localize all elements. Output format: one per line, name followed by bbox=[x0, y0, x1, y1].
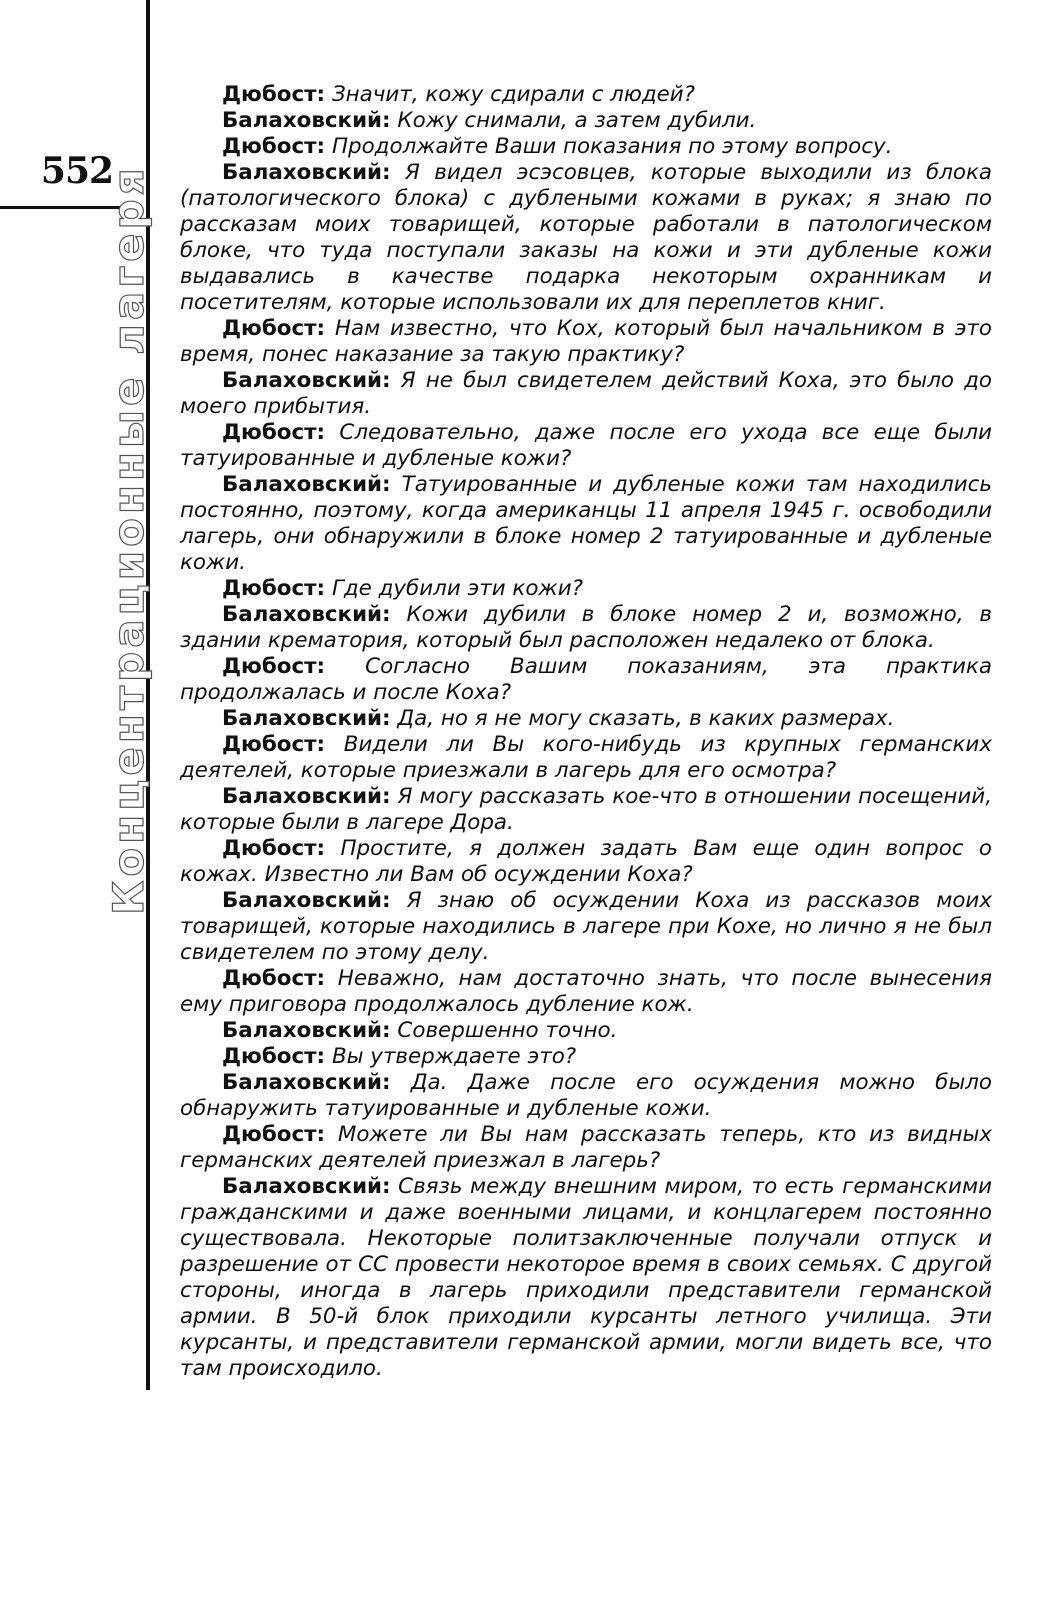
speaker-name: Балаховский: bbox=[222, 160, 391, 185]
speech-text: Я не был свидетелем действий Коха, это было до моего прибытия. bbox=[180, 368, 992, 419]
dialogue-paragraph bbox=[180, 368, 992, 420]
speaker-name: Балаховский: bbox=[222, 1018, 391, 1043]
speech-text: Совершенно точно. bbox=[397, 1018, 618, 1043]
speaker-name: Дюбост: bbox=[222, 82, 326, 107]
speech-text: Видели ли Вы кого-нибудь из крупных германских деятелей, которые приезжали в лагерь для его осмотра? bbox=[180, 732, 992, 783]
dialogue-paragraph bbox=[180, 160, 992, 316]
speech-text: Значит, кожу сдирали с людей? bbox=[331, 82, 696, 107]
header-rule bbox=[0, 206, 120, 209]
dialogue-paragraph bbox=[180, 836, 992, 888]
speaker-name: Балаховский: bbox=[222, 1174, 391, 1199]
speaker-name: Дюбост: bbox=[222, 1044, 326, 1069]
speech-text: Неважно, нам достаточно знать, что после вынесения ему приговора продолжалось дубление кож. bbox=[180, 966, 992, 1017]
speech-text: Следовательно, даже после его ухода все еще были татуированные и дубленые кожи? bbox=[180, 420, 992, 471]
speaker-name: Балаховский: bbox=[222, 784, 391, 809]
speaker-name: Дюбост: bbox=[222, 836, 326, 861]
speech-text: Я могу рассказать кое-что в отношении посещений, которые были в лагере Дора. bbox=[180, 784, 992, 835]
running-title: Концентрационные лагеря bbox=[104, 164, 153, 915]
speech-text: Да, но я не могу сказать, в каких размерах. bbox=[397, 706, 895, 731]
dialogue-paragraph bbox=[180, 966, 992, 1018]
dialogue-paragraph bbox=[180, 732, 992, 784]
dialogue-paragraph bbox=[180, 888, 992, 966]
speech-text: Согласно Вашим показаниям, эта практика продолжалась и после Коха? bbox=[180, 654, 992, 705]
dialogue-paragraph bbox=[180, 1018, 992, 1044]
dialogue-paragraph bbox=[180, 108, 992, 134]
dialogue-paragraph bbox=[180, 472, 992, 576]
speech-text: Да. Даже после его осуждения можно было обнаружить татуированные и дубленые кожи. bbox=[180, 1070, 992, 1121]
speaker-name: Балаховский: bbox=[222, 108, 391, 133]
dialogue-text bbox=[180, 82, 992, 1382]
speaker-name: Балаховский: bbox=[222, 472, 391, 497]
speaker-name: Балаховский: bbox=[222, 602, 391, 627]
dialogue-paragraph bbox=[180, 1044, 992, 1070]
dialogue-paragraph bbox=[180, 1070, 992, 1122]
speaker-name: Дюбост: bbox=[222, 134, 326, 159]
speech-text: Нам известно, что Кох, который был начальником в это время, понес наказание за такую практику? bbox=[180, 316, 993, 367]
speaker-name: Дюбост: bbox=[222, 966, 326, 991]
dialogue-paragraph bbox=[180, 602, 992, 654]
dialogue-paragraph bbox=[180, 784, 992, 836]
speech-text: Вы утверждаете это? bbox=[331, 1044, 577, 1069]
speech-text: Я знаю об осуждении Коха из рассказов моих товарищей, которые находились в лагере при Кохе, но лично я не был свидетелем по этому делу. bbox=[180, 888, 992, 965]
speech-text: Где дубили эти кожи? bbox=[331, 576, 583, 601]
speaker-name: Балаховский: bbox=[222, 1070, 391, 1095]
speaker-name: Дюбост: bbox=[222, 1122, 326, 1147]
speaker-name: Балаховский: bbox=[222, 368, 391, 393]
speech-text: Татуированные и дубленые кожи там находились постоянно, поэтому, когда американцы 11 апреля 1945 г. освободили лагерь, они обнаружили в блоке номер 2 татуированные и дубленые кожи. bbox=[180, 472, 992, 575]
dialogue-paragraph bbox=[180, 316, 992, 368]
speech-text: Связь между внешним миром, то есть германскими гражданскими и даже военными лицами, и концлагерем постоянно существовала. Некоторые политзаключенные получали отпуск и разрешение от СС провести некоторое время в своих семьях. С другой стороны, иногда в лагерь приходили представители германской армии. В 50-й блок приходили курсанты летного училища. Эти курсанты, и представители германской армии, могли видеть все, что там происходило. bbox=[180, 1174, 992, 1381]
speaker-name: Дюбост: bbox=[222, 420, 326, 445]
speech-text: Кожи дубили в блоке номер 2 и, возможно, в здании крематория, который был расположен недалеко от блока. bbox=[180, 602, 992, 653]
speech-text: Простите, я должен задать Вам еще один вопрос о кожах. Известно ли Вам об осуждении Коха? bbox=[180, 836, 992, 887]
page-number: 552 bbox=[40, 150, 114, 192]
speaker-name: Дюбост: bbox=[222, 732, 326, 757]
dialogue-paragraph bbox=[180, 1122, 992, 1174]
speech-text: Можете ли Вы нам рассказать теперь, кто из видных германских деятелей приезжал в лагерь? bbox=[180, 1122, 992, 1173]
speech-text: Продолжайте Ваши показания по этому вопросу. bbox=[331, 134, 893, 159]
speaker-name: Дюбост: bbox=[222, 316, 326, 341]
dialogue-paragraph bbox=[180, 654, 992, 706]
speaker-name: Балаховский: bbox=[222, 706, 391, 731]
speaker-name: Дюбост: bbox=[222, 654, 326, 679]
speaker-name: Балаховский: bbox=[222, 888, 391, 913]
speech-text: Кожу снимали, а затем дубили. bbox=[397, 108, 757, 133]
dialogue-paragraph bbox=[180, 420, 992, 472]
dialogue-paragraph bbox=[180, 576, 992, 602]
dialogue-paragraph bbox=[180, 1174, 992, 1382]
speech-text: Я видел эсэсовцев, которые выходили из блока (патологического блока) с дублеными кожами в руках; я знаю по рассказам моих товарищей, которые работали в патологическом блоке, что туда поступали заказы на кожи и эти дубленые кожи выдавались в качестве подарка некоторым охранникам и посетителям, которые использовали их для переплетов книг. bbox=[180, 160, 992, 315]
dialogue-paragraph bbox=[180, 706, 992, 732]
dialogue-paragraph bbox=[180, 82, 992, 108]
dialogue-paragraph bbox=[180, 134, 992, 160]
speaker-name: Дюбост: bbox=[222, 576, 326, 601]
